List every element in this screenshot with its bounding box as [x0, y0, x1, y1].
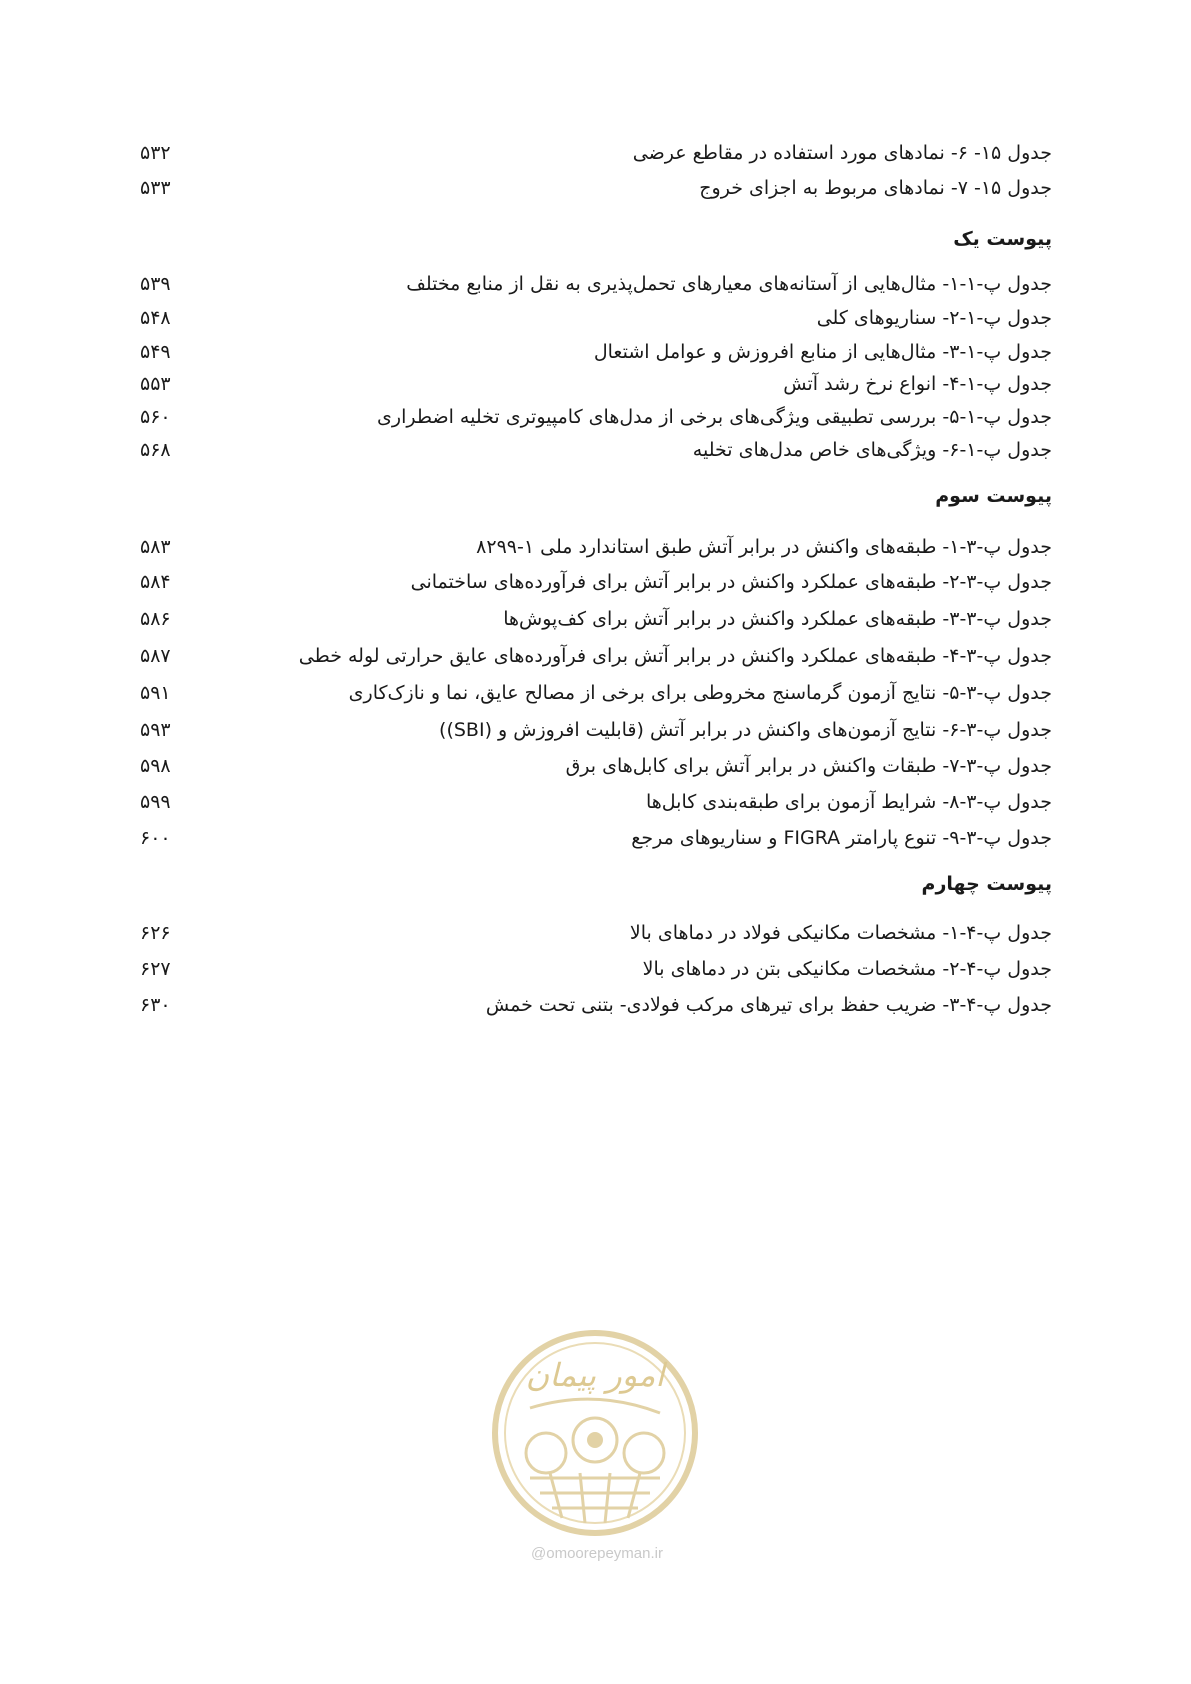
toc-entry[interactable]	[140, 566, 1052, 598]
toc-entry-title: جدول پ-۴-۱- مشخصات مکانیکی فولاد در دماهای بالا	[629, 922, 1052, 944]
toc-entry-title: جدول پ-۱-۲- سناریوهای کلی	[816, 307, 1052, 329]
toc-entry-title: جدول پ-۳-۱- طبقه‌های واکنش در برابر آتش طبق استاندارد ملی ۱-۸۲۹۹	[476, 536, 1052, 558]
section-heading-text: پیوست سوم	[935, 485, 1052, 507]
toc-entry-page: ۵۹۸	[140, 755, 171, 777]
toc-entry-title: جدول پ-۳-۸- شرایط آزمون برای طبقه‌بندی کابل‌ها	[645, 791, 1052, 813]
section-heading-text: پیوست چهارم	[921, 873, 1052, 895]
watermark-seal-logo	[490, 1328, 700, 1538]
toc-entry-page: ۶۰۰	[140, 827, 171, 849]
section-heading	[140, 868, 1052, 900]
toc-entry-page: ۵۴۹	[140, 341, 171, 363]
toc-entry[interactable]	[140, 786, 1052, 818]
section-heading	[140, 223, 1052, 255]
toc-entry[interactable]	[140, 172, 1052, 204]
toc-entry-page: ۵۸۳	[140, 536, 171, 558]
toc-entry-page: ۵۳۹	[140, 273, 171, 295]
toc-entry-title: جدول پ-۴-۳- ضریب حفظ برای تیرهای مرکب فولادی- بتنی تحت خمش	[485, 994, 1052, 1016]
toc-entry[interactable]	[140, 336, 1052, 368]
toc-entry-page: ۵۳۲	[140, 142, 171, 164]
toc-entry-title: جدول ۱۵- ۷- نمادهای مربوط به اجزای خروج	[699, 177, 1052, 199]
toc-entry[interactable]	[140, 953, 1052, 985]
toc-entry[interactable]	[140, 822, 1052, 854]
toc-entry-title: جدول پ-۱-۴- انواع نرخ رشد آتش	[783, 373, 1052, 395]
section-heading-text: پیوست یک	[953, 228, 1052, 250]
toc-entry[interactable]	[140, 302, 1052, 334]
toc-entry-title: جدول ۱۵- ۶- نمادهای مورد استفاده در مقاطع عرضی	[632, 142, 1052, 164]
toc-entry-page: ۵۴۸	[140, 307, 171, 329]
toc-entry[interactable]	[140, 714, 1052, 746]
toc-entry-title: جدول پ-۱-۳- مثال‌هایی از منابع افروزش و عوامل اشتعال	[593, 341, 1052, 363]
toc-entry-title: جدول پ-۳-۳- طبقه‌های عملکرد واکنش در برابر آتش برای کف‌پوش‌ها	[503, 608, 1052, 630]
toc-entry-page: ۵۸۶	[140, 608, 171, 630]
toc-entry-title: جدول پ-۳-۹- تنوع پارامتر FIGRA و سناریوهای مرجع	[631, 827, 1052, 849]
toc-entry[interactable]	[140, 917, 1052, 949]
toc-entry-page: ۶۳۰	[140, 994, 171, 1016]
toc-entry[interactable]	[140, 434, 1052, 466]
toc-entry[interactable]	[140, 750, 1052, 782]
section-heading	[140, 480, 1052, 512]
toc-entry-page: ۵۵۳	[140, 373, 171, 395]
toc-entry-page: ۶۲۷	[140, 958, 171, 980]
seal-text: امور پیمان	[525, 1356, 665, 1394]
toc-entry-page: ۵۳۳	[140, 177, 171, 199]
toc-entry[interactable]	[140, 268, 1052, 300]
toc-entry-title: جدول پ-۴-۲- مشخصات مکانیکی بتن در دماهای بالا	[642, 958, 1052, 980]
toc-entry-page: ۵۸۷	[140, 645, 171, 667]
toc-entry[interactable]	[140, 677, 1052, 709]
watermark-site-text: @omoorepeyman.ir	[531, 1545, 663, 1562]
toc-entry-title: جدول پ-۱-۱- مثال‌هایی از آستانه‌های معیارهای تحمل‌پذیری به نقل از منابع مختلف	[406, 273, 1052, 295]
toc-entry[interactable]	[140, 401, 1052, 433]
toc-entry-title: جدول پ-۳-۶- نتایج آزمون‌های واکنش در برابر آتش (قابلیت افروزش و (SBI))	[439, 719, 1052, 741]
toc-entry[interactable]	[140, 531, 1052, 563]
toc-entry-page: ۶۲۶	[140, 922, 171, 944]
toc-entry-page: ۵۹۹	[140, 791, 171, 813]
toc-entry-page: ۵۹۳	[140, 719, 171, 741]
toc-entry-title: جدول پ-۱-۶- ویژگی‌های خاص مدل‌های تخلیه	[692, 439, 1052, 461]
toc-entry-title: جدول پ-۳-۲- طبقه‌های عملکرد واکنش در برابر آتش برای فرآورده‌های ساختمانی	[410, 571, 1052, 593]
toc-entry-page: ۵۹۱	[140, 682, 171, 704]
toc-entry[interactable]	[140, 368, 1052, 400]
toc-entry[interactable]	[140, 137, 1052, 169]
toc-entry[interactable]	[140, 640, 1052, 672]
toc-entry-page: ۵۶۰	[140, 406, 171, 428]
toc-entry[interactable]	[140, 603, 1052, 635]
toc-entry-page: ۵۸۴	[140, 571, 171, 593]
toc-entry-title: جدول پ-۳-۷- طبقات واکنش در برابر آتش برای کابل‌های برق	[565, 755, 1052, 777]
toc-entry-title: جدول پ-۳-۵- نتایج آزمون گرماسنج مخروطی برای برخی از مصالح عایق، نما و نازک‌کاری	[348, 682, 1052, 704]
toc-entry[interactable]	[140, 989, 1052, 1021]
toc-entry-title: جدول پ-۳-۴- طبقه‌های عملکرد واکنش در برابر آتش برای فرآورده‌های عایق حرارتی لوله خطی	[298, 645, 1052, 667]
toc-entry-page: ۵۶۸	[140, 439, 171, 461]
toc-entry-title: جدول پ-۱-۵- بررسی تطبیقی ویژگی‌های برخی از مدل‌های کامپیوتری تخلیه اضطراری	[377, 406, 1052, 428]
